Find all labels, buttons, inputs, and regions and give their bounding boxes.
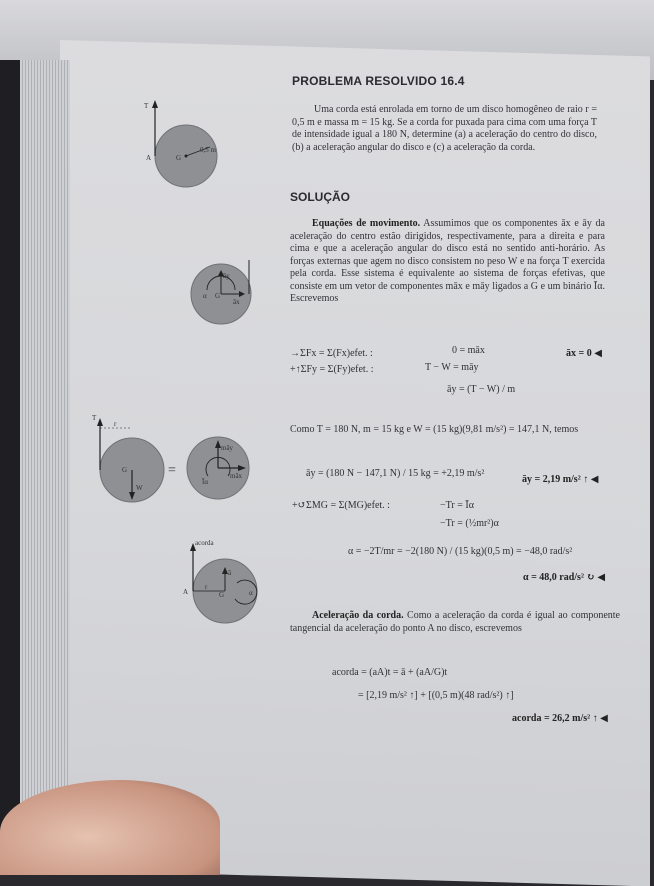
- figure-free-body: [90, 410, 280, 520]
- label-G2: G: [215, 292, 221, 300]
- eq7-result: α = 48,0 rad/s² ↻ ◀: [523, 572, 606, 583]
- label-A: A: [146, 154, 152, 162]
- eq1-left: →ΣFx = Σ(Fx)efet. :: [290, 348, 373, 359]
- label-may: māy: [221, 444, 234, 452]
- eq7: α = −2T/mr = −2(180 N) / (15 kg)(0,5 m) = −48,0 rad/s²: [348, 546, 573, 557]
- problem-statement: Uma corda está enrolada em torno de um disco homogêneo de raio r = 0,5 m e massa m = 15 kg. Se a corda for puxada para cima com uma força T de intensidade igual a 180 N, determine (a) a aceleração do centro do disco, (b) a aceleração angular do disco e (c) a aceleração da corda.: [292, 104, 597, 153]
- label-abar: ā: [228, 569, 232, 577]
- rope-paragraph: [290, 610, 620, 635]
- motion-title: Equações de movimento.: [312, 218, 421, 229]
- eq8: acorda = (aA)t = ā + (aA/G)t: [332, 667, 448, 678]
- eq9: = [2,19 m/s² ↑] + [(0,5 m)(48 rad/s²) ↑]: [358, 690, 514, 701]
- label-Ialpha: Īα: [202, 478, 208, 486]
- figure-disk-rope: [140, 100, 230, 195]
- eq6-mid: −Tr = (½mr²)α: [440, 518, 499, 529]
- label-T3: T: [92, 414, 97, 422]
- solution-heading: SOLUÇÃO: [290, 190, 350, 204]
- eq2-left: +↑ΣFy = Σ(Fy)efet. :: [290, 364, 374, 375]
- label-acorda: acorda: [195, 539, 214, 547]
- equals-sign: =: [168, 463, 176, 478]
- eq4-result: āy = 2,19 m/s² ↑ ◀: [522, 474, 599, 485]
- label-W: W: [136, 484, 143, 492]
- label-alpha: α: [203, 292, 207, 300]
- figure-accelerations: [185, 250, 265, 330]
- arrow-up-icon: [152, 100, 158, 108]
- eq1-result: āx = 0 ◀: [566, 348, 602, 359]
- rope-title: Aceleração da corda.: [312, 610, 404, 621]
- eq2-mid: T − W = māy: [425, 362, 479, 373]
- eq4: āy = (180 N − 147,1 N) / 15 kg = +2,19 m/s²: [306, 468, 485, 479]
- label-alpha4: α: [249, 589, 253, 597]
- since-text: Como T = 180 N, m = 15 kg e W = (15 kg)(9,81 m/s²) = 147,1 N, temos: [290, 424, 579, 435]
- eq3-mid: āy = (T − W) / m: [447, 384, 516, 395]
- label-ax: āx: [233, 298, 240, 306]
- eq1-mid: 0 = māx: [452, 345, 485, 356]
- eq9-result: acorda = 26,2 m/s² ↑ ◀: [512, 713, 608, 724]
- page-title: PROBLEMA RESOLVIDO 16.4: [292, 74, 465, 88]
- rope-text: Como a aceleração da corda é igual ao componente tangencial da aceleração do ponto A no disco, escrevemos: [290, 610, 620, 634]
- label-radius: 0,5 m: [200, 146, 216, 154]
- label-G4: G: [219, 591, 225, 599]
- eq5-mid: −Tr = Īα: [440, 500, 474, 511]
- figure-rope-acceleration: [175, 535, 265, 635]
- arrow-up-icon: [97, 418, 103, 426]
- label-A4: A: [183, 588, 189, 596]
- label-r3: r: [114, 420, 117, 428]
- motion-paragraph: [290, 218, 605, 306]
- label-ay: āy: [223, 272, 230, 280]
- label-r4: r: [205, 583, 208, 591]
- label-G: G: [176, 154, 182, 162]
- eq5-left: +↺ΣMG = Σ(MG)efet. :: [292, 500, 390, 511]
- motion-text: Assumimos que os componentes āx e āy da aceleração do centro estão dirigidos, respectivamente, para a direita e para cima e que a aceleração angular do disco está no sentido anti-horário. As forças externas que agem no disco consistem no peso W e na força T exercida pela corda. Esse sistema é equivalente ao sistema de forças efetivas, que consiste em um vetor de componentes māx e māy ligados a G e um binário Īα. Escrevemos: [290, 218, 605, 304]
- label-T: T: [144, 102, 149, 110]
- label-G3: G: [122, 466, 128, 474]
- label-max: māx: [230, 472, 243, 480]
